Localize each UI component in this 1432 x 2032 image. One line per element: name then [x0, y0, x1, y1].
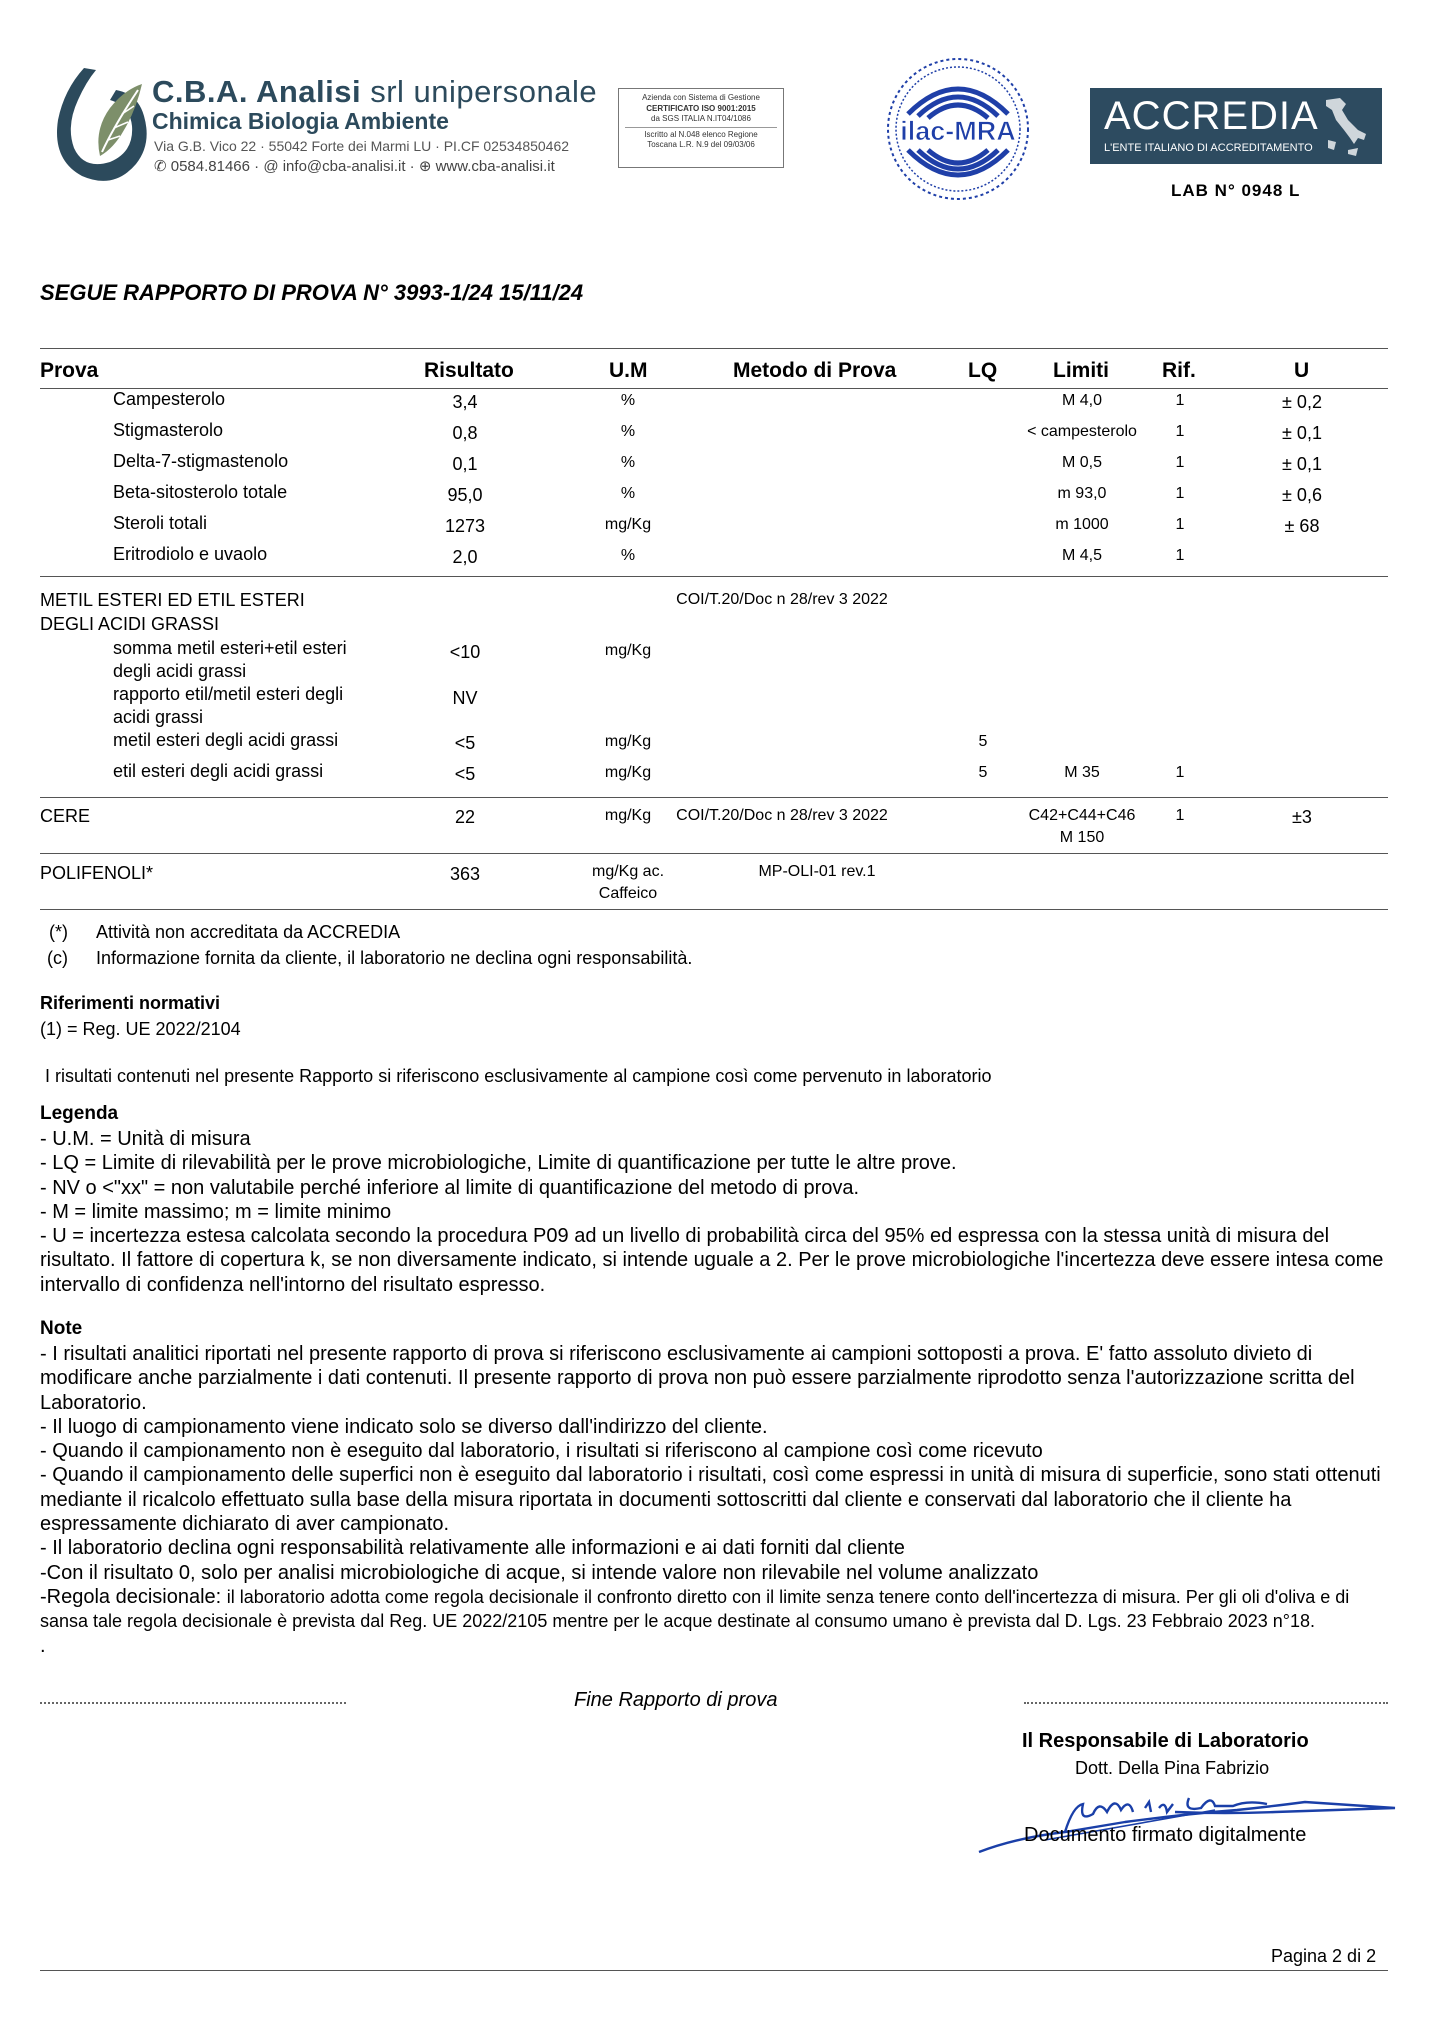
- table-row-rif: 1: [1175, 392, 1185, 409]
- table-row-name: Stigmasterolo: [113, 420, 224, 440]
- italy-map-icon: [1318, 96, 1374, 158]
- accredia-tagline: L'ENTE ITALIANO DI ACCREDITAMENTO: [1104, 142, 1313, 154]
- table-row-rif: 1: [1175, 547, 1185, 564]
- table-row-lq: 5: [978, 733, 988, 750]
- table-row-result: <5: [454, 764, 476, 784]
- company-subtitle: Chimica Biologia Ambiente: [152, 108, 449, 134]
- table-row-limit: m 1000: [1055, 516, 1109, 533]
- header-rule: [40, 388, 1388, 389]
- table-row-result: 0,8: [452, 423, 478, 443]
- table-row-u: ± 0,1: [1282, 454, 1322, 474]
- signatory-role: Il Responsabile di Laboratorio: [1022, 1730, 1309, 1752]
- table-row-limit: M 35: [1064, 764, 1100, 781]
- table-row-u: ± 0,6: [1282, 485, 1322, 505]
- section-rule: [40, 576, 1388, 577]
- table-row-um: %: [620, 485, 636, 502]
- company-address: Via G.B. Vico 22 · 55042 Forte dei Marmi LU · PI.CF 02534850462: [154, 138, 570, 154]
- table-row-name: Delta-7-stigmastenolo: [113, 451, 289, 471]
- riferimenti-text: (1) = Reg. UE 2022/2104: [40, 1019, 241, 1039]
- section-title: METIL ESTERI ED ETIL ESTERI: [40, 590, 305, 610]
- col-header-rif: Rif.: [1162, 359, 1196, 382]
- col-header-um: U.M: [609, 359, 648, 382]
- note-line: - Quando il campionamento non è eseguito dal laboratorio, i risultati si riferiscono al campione così come ricevuto: [40, 1440, 1043, 1463]
- polifenoli-um: Caffeico: [598, 885, 658, 902]
- table-row-result: 2,0: [452, 547, 478, 567]
- note-line: -Con il risultato 0, solo per analisi microbiologiche di acque, si intende valore non rilevabile nel volume analizzato: [40, 1561, 1039, 1584]
- table-row-rif: 1: [1175, 516, 1185, 533]
- company-contacts: ✆ 0584.81466 · @ info@cba-analisi.it · ⊕ www.cba-analisi.it: [154, 158, 555, 175]
- table-row-lq: 5: [978, 764, 988, 781]
- table-row-u: ± 68: [1284, 516, 1320, 536]
- table-row-um: mg/Kg: [604, 516, 652, 533]
- table-row-um: %: [620, 392, 636, 409]
- table-row-rif: 1: [1175, 764, 1185, 781]
- table-row-name: Beta-sitosterolo totale: [113, 482, 288, 502]
- table-row-um: %: [620, 547, 636, 564]
- note-line: - Quando il campionamento delle superfici non è eseguito dal laboratorio i risultati, così come espressi in unità di misura di superficie, sono stati ottenuti mediante il ricalcolo effettuato sulla base della misura riportata in documenti sottoscritti dal cliente e conservati dal laboratorio che il cliente ha espressamente dichiarato di aver campionato.: [40, 1464, 1381, 1536]
- note-line: - I risultati analitici riportati nel presente rapporto di prova si riferiscono esclusivamente ai campioni sottoposti a prova. E' fatto assoluto divieto di modificare anche parzialmente i dati contenuti. Il presente rapporto di prova non può essere parzialmente riprodotto senza l'autorizzazione scritta del Laboratorio.: [40, 1343, 1355, 1414]
- polifenoli-um: mg/Kg ac.: [591, 863, 665, 880]
- riferimenti-title: Riferimenti normativi: [40, 993, 221, 1013]
- table-row-um: mg/Kg: [604, 733, 652, 750]
- footnote-mark: (c): [47, 948, 68, 968]
- section-method: COI/T.20/Doc n 28/rev 3 2022: [676, 591, 888, 608]
- table-row-name: Campesterolo: [113, 389, 226, 409]
- col-header-u: U: [1294, 359, 1310, 382]
- col-header-lq: LQ: [968, 359, 998, 382]
- email-link[interactable]: @ info@cba-analisi.it: [263, 158, 406, 175]
- table-row-rif: 1: [1175, 423, 1185, 440]
- lab-number: LAB N° 0948 L: [1171, 181, 1301, 200]
- table-row-result: <10: [449, 642, 481, 662]
- iso-certification-box: Azienda con Sistema di Gestione CERTIFICATO ISO 9001:2015 da SGS ITALIA N.IT04/1086 Iscritto al N.048 elenco Regione Toscana L.R. N.9 del 09/03/06: [618, 88, 784, 168]
- company-name: C.B.A. Analisi srl unipersonale: [152, 74, 598, 109]
- handwritten-signature: [975, 1782, 1405, 1862]
- table-row-um: %: [620, 423, 636, 440]
- table-row-rif: 1: [1175, 454, 1185, 471]
- table-row-u: ± 0,1: [1282, 423, 1322, 443]
- report-title: SEGUE RAPPORTO DI PROVA N° 3993-1/24 15/11/24: [40, 280, 584, 305]
- ilac-label: ilac-MRA: [900, 116, 1016, 146]
- table-row-result: 1273: [444, 516, 486, 536]
- cere-method: COI/T.20/Doc n 28/rev 3 2022: [676, 807, 888, 824]
- end-divider-right: [1024, 1702, 1388, 1704]
- legenda-line: - LQ = Limite di rilevabilità per le prove microbiologiche, Limite di quantificazione per tutte le altre prove.: [40, 1152, 957, 1175]
- end-label: Fine Rapporto di prova: [574, 1689, 778, 1711]
- table-row-limit: M 4,5: [1061, 547, 1102, 564]
- cere-limit: M 150: [1059, 829, 1105, 846]
- table-row-result: <5: [454, 733, 476, 753]
- table-row-result: 3,4: [452, 392, 478, 412]
- table-row-limit: M 0,5: [1061, 454, 1102, 471]
- table-row-name: Steroli totali: [113, 513, 208, 533]
- accredia-wordmark: ACCREDIA: [1104, 94, 1319, 138]
- page-number: Pagina 2 di 2: [1271, 1946, 1377, 1966]
- table-row-name: rapporto etil/metil esteri degli: [113, 684, 344, 704]
- table-row-result: NV: [452, 688, 478, 708]
- table-row-um: mg/Kg: [604, 764, 652, 781]
- table-row-result: 95,0: [447, 485, 483, 505]
- table-row-name: metil esteri degli acidi grassi: [113, 730, 339, 750]
- section-rule: [40, 853, 1388, 854]
- section-rule: [40, 797, 1388, 798]
- cere-result: 22: [454, 807, 476, 827]
- legenda-list: [40, 1127, 1395, 1297]
- note-line: - Il laboratorio declina ogni responsabilità relativamente alle informazioni e ai dati forniti dal cliente: [40, 1537, 905, 1560]
- note-list: [40, 1342, 1395, 1658]
- signatory-name: Dott. Della Pina Fabrizio: [1075, 1758, 1270, 1778]
- table-row-name: Eritrodiolo e uvaolo: [113, 544, 268, 564]
- end-divider-left: [40, 1702, 346, 1704]
- table-row-u: ± 0,2: [1282, 392, 1322, 412]
- table-row-name: somma metil esteri+etil esteri: [113, 638, 347, 658]
- table-row-limit: < campesterolo: [1027, 423, 1137, 440]
- cere-name: CERE: [40, 806, 91, 826]
- footnote-text: Informazione fornita da cliente, il laboratorio ne declina ogni responsabilità.: [96, 948, 693, 968]
- footer-rule: [40, 1970, 1388, 1971]
- table-row-um: mg/Kg: [604, 642, 652, 659]
- table-row-rif: 1: [1175, 485, 1185, 502]
- table-row-limit: M 4,0: [1061, 392, 1102, 409]
- phone-text: ✆ 0584.81466: [154, 158, 250, 175]
- company-logo-icon: [44, 60, 154, 186]
- polifenoli-name: POLIFENOLI*: [40, 863, 154, 883]
- table-row-result: 0,1: [452, 454, 478, 474]
- cere-u: ±3: [1292, 807, 1312, 827]
- signed-digitally-note: Documento firmato digitalmente: [1024, 1824, 1307, 1846]
- legenda-line: - NV o <"xx" = non valutabile perché inferiore al limite di quantificazione del metodo di prova.: [40, 1176, 860, 1199]
- polifenoli-result: 363: [449, 864, 481, 884]
- table-top-rule: [40, 348, 1388, 349]
- table-row-limit: m 93,0: [1057, 485, 1107, 502]
- legenda-line: - U.M. = Unità di misura: [40, 1128, 251, 1150]
- ilac-mra-logo-icon: [886, 54, 1030, 204]
- table-row-um: %: [620, 454, 636, 471]
- table-row-name: acidi grassi: [113, 707, 204, 727]
- cere-rif: 1: [1175, 807, 1185, 824]
- footnote-text: Attività non accreditata da ACCREDIA: [96, 922, 401, 942]
- legenda-line: - U = incertezza estesa calcolata secondo la procedura P09 ad un livello di probabilità circa del 95% ed espressa con la stessa unità di misura del risultato. Il fattore di copertura k, se non diversamente indicato, si intende uguale a 2. Per le prove microbiologiche l'incertezza deve essere intesa come intervallo di confidenza nell'intorno del risultato espresso.: [40, 1225, 1384, 1296]
- polifenoli-method: MP-OLI-01 rev.1: [758, 863, 876, 880]
- cere-limit: C42+C44+C46: [1028, 807, 1136, 824]
- footnote-mark: (*): [49, 922, 68, 942]
- legenda-line: - M = limite massimo; m = limite minimo: [40, 1200, 392, 1223]
- table-row-name: etil esteri degli acidi grassi: [113, 761, 324, 781]
- note-title: Note: [40, 1318, 83, 1339]
- col-header-metodo: Metodo di Prova: [733, 359, 897, 382]
- cere-um: mg/Kg: [604, 807, 652, 824]
- note-line: - Il luogo di campionamento viene indicato solo se diverso dall'indirizzo del cliente.: [40, 1415, 768, 1438]
- legenda-title: Legenda: [40, 1103, 119, 1124]
- website-link[interactable]: ⊕ www.cba-analisi.it: [418, 158, 555, 175]
- table-bottom-rule: [40, 909, 1388, 910]
- section-title: DEGLI ACIDI GRASSI: [40, 614, 220, 634]
- disclaimer: I risultati contenuti nel presente Rapporto si riferiscono esclusivamente al campione così come pervenuto in laboratorio: [45, 1066, 992, 1086]
- table-row-name: degli acidi grassi: [113, 661, 247, 681]
- note-regola: -Regola decisionale: il laboratorio adotta come regola decisionale il confronto diretto con il limite senza tenere conto dell'incertezza di misura. Per gli oli d'oliva e di sansa tale regola decisionale è prevista dal Reg. UE 2022/2105 mentre per le acque destinate al consumo umano è prevista dal D. Lgs. 23 Febbraio 2023 n°18.: [40, 1585, 1350, 1632]
- note-trailing: .: [40, 1634, 46, 1657]
- col-header-risultato: Risultato: [424, 359, 514, 382]
- col-header-prova: Prova: [40, 359, 99, 382]
- col-header-limiti: Limiti: [1053, 359, 1109, 382]
